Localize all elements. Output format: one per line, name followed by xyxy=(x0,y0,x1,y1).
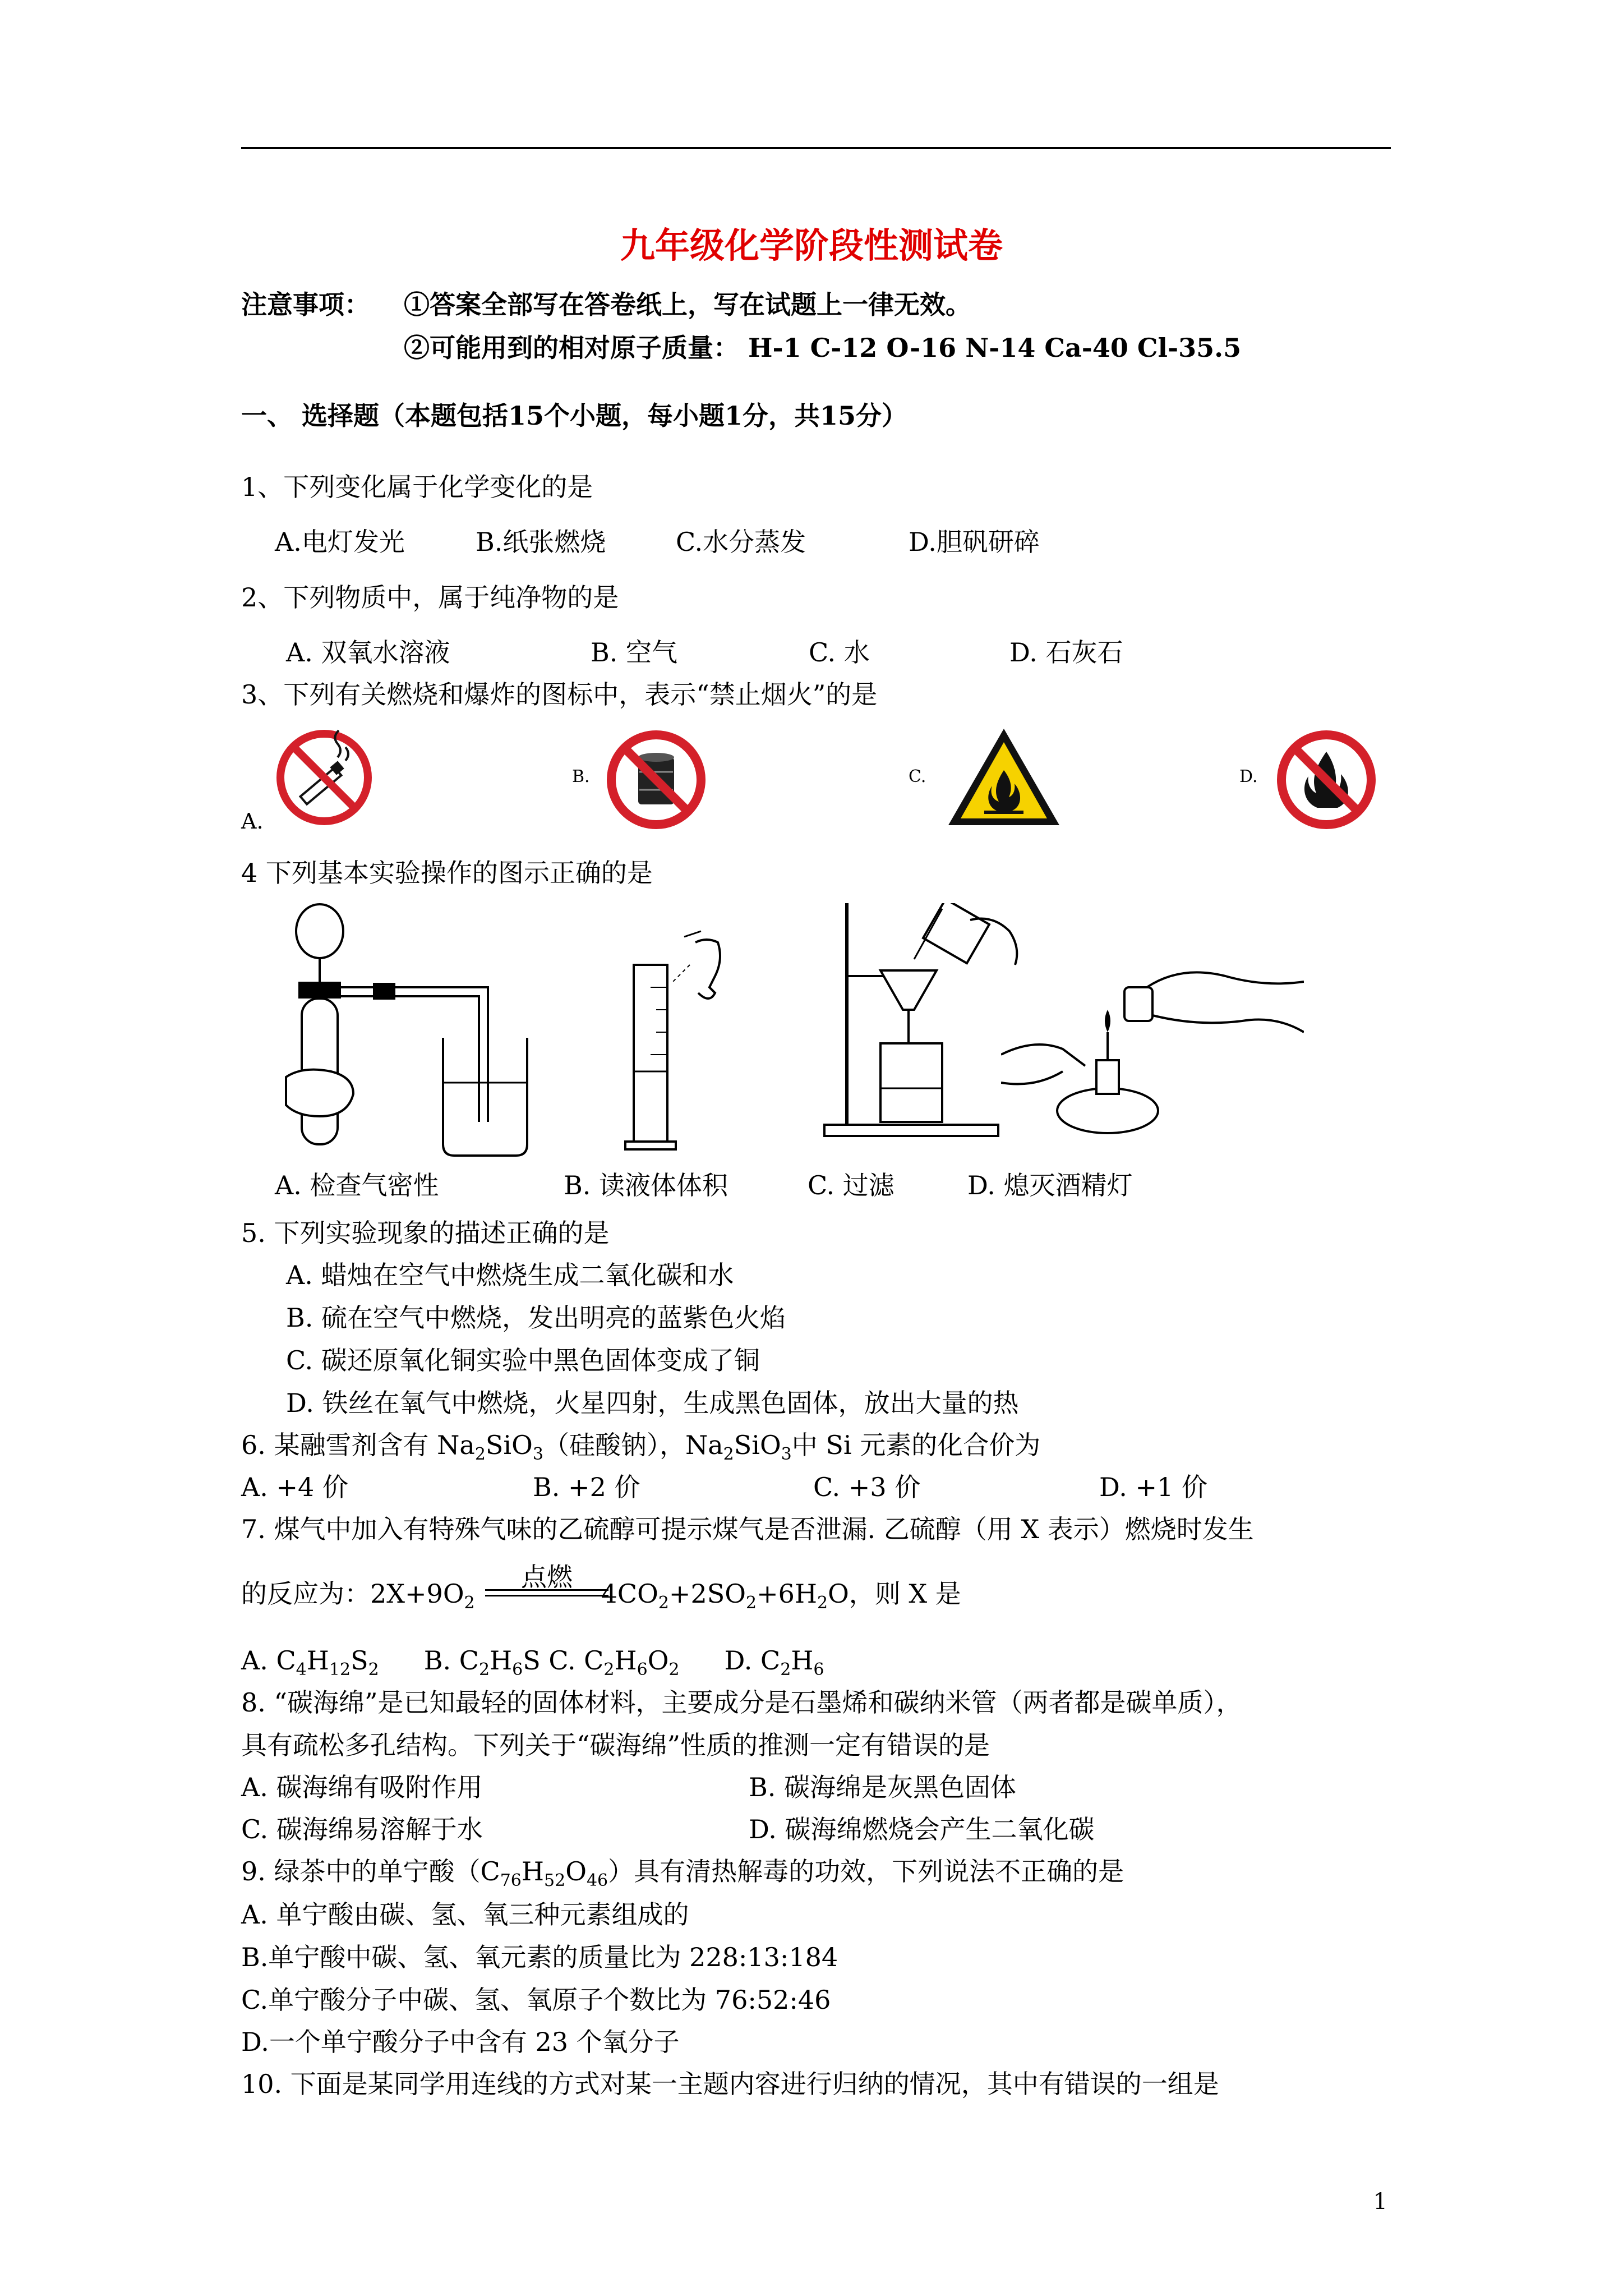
flammable-warning-icon xyxy=(945,725,1063,829)
question-6-stem: 6. 某融雪剂含有 $Na_2SiO_3$（硅酸钠），$Na_2SiO_3$中 Si 元素的化合价为 xyxy=(241,1430,1041,1465)
question-9-option-d: D.一个单宁酸分子中含有 23 个氧分子 xyxy=(241,2027,680,2057)
question-5-option-b: B. 硫在空气中燃烧，发出明亮的蓝紫色火焰 xyxy=(286,1303,786,1333)
question-8-stem-line-2: 具有疏松多孔结构。下列关于“碳海绵”性质的推测一定有错误的是 xyxy=(241,1730,990,1760)
question-7-stem: 7. 煤气中加入有特殊气味的乙硫醇可提示煤气是否泄漏. 乙硫醇（用 X 表示）燃烧时发生 xyxy=(241,1514,1254,1544)
question-2-option-c: C. 水 xyxy=(809,637,870,668)
question-9-option-c: C.单宁酸分子中碳、氢、氧原子个数比为 76:52:46 xyxy=(241,1985,831,2015)
question-4-option-a: A. 检查气密性 xyxy=(275,1170,439,1200)
question-2-option-b: B. 空气 xyxy=(591,637,678,668)
question-3-stem: 3、下列有关燃烧和爆炸的图标中，表示“禁止烟火”的是 xyxy=(241,679,878,710)
notice-label: 注意事项： xyxy=(241,289,370,320)
notice-item-2: ②可能用到的相对原子质量： H-1 C-12 O-16 N-14 Ca-40 Cl-35.5 xyxy=(404,333,1242,363)
question-4-option-d: D. 熄灭酒精灯 xyxy=(967,1170,1133,1200)
question-4-option-c: C. 过滤 xyxy=(808,1170,895,1200)
question-1-option-b: B.纸张燃烧 xyxy=(476,527,606,557)
question-3-label-a: A. xyxy=(241,809,264,834)
section-heading: 一、 选择题（本题包括15个小题，每小题1分，共15分） xyxy=(241,401,908,431)
question-4-option-b: B. 读液体体积 xyxy=(564,1170,728,1200)
question-2-stem: 2、下列物质中，属于纯净物的是 xyxy=(241,582,619,613)
question-5-option-d: D. 铁丝在氧气中燃烧，火星四射，生成黑色固体，放出大量的热 xyxy=(286,1388,1019,1418)
no-explosives-icon xyxy=(606,729,707,830)
notice-item-1: ①答案全部写在答卷纸上，写在试题上一律无效。 xyxy=(404,289,971,320)
question-5-option-c: C. 碳还原氧化铜实验中黑色固体变成了铜 xyxy=(286,1345,760,1375)
header-rule xyxy=(241,147,1391,149)
question-8-option-b: B. 碳海绵是灰黑色固体 xyxy=(749,1772,1017,1802)
question-1-stem: 1、下列变化属于化学变化的是 xyxy=(241,472,593,502)
question-3-label-b: B. xyxy=(572,767,590,786)
question-9-option-a: A. 单宁酸由碳、氢、氧三种元素组成的 xyxy=(241,1899,689,1930)
question-7-options: A. $C_4H_{12}S_2$ B. $C_2H_6S$ C. $C_2H_6O_2$ D. $C_2H_6$ xyxy=(241,1645,824,1680)
filtration-figure xyxy=(819,903,1032,1156)
question-3-label-c: C. xyxy=(909,767,926,786)
question-2-option-a: A. 双氧水溶液 xyxy=(286,637,450,668)
question-8-option-d: D. 碳海绵燃烧会产生二氧化碳 xyxy=(749,1814,1095,1844)
question-5-option-a: A. 蜡烛在空气中燃烧生成二氧化碳和水 xyxy=(286,1260,734,1290)
question-2-option-d: D. 石灰石 xyxy=(1009,637,1123,668)
question-9-stem: 9. 绿茶中的单宁酸$(C_{76}H_{52}O_{46})$具有清热解毒的功效，下列说法不正确的是 xyxy=(241,1856,1124,1891)
page-title: 九年级化学阶段性测试卷 xyxy=(620,225,1003,266)
question-8-option-c: C. 碳海绵易溶解于水 xyxy=(241,1814,483,1844)
question-1-option-c: C.水分蒸发 xyxy=(676,527,806,557)
question-10-stem: 10. 下面是某同学用连线的方式对某一主题内容进行归纳的情况，其中有错误的一组是 xyxy=(241,2069,1219,2099)
no-open-flame-icon xyxy=(1276,729,1377,830)
question-6-option-c: C. +3 价 xyxy=(813,1472,921,1502)
airtightness-check-figure xyxy=(275,898,589,1161)
question-1-option-a: A.电灯发光 xyxy=(275,527,405,557)
question-8-stem-line-1: 8. “碳海绵”是已知最轻的固体材料，主要成分是石墨烯和碳纳米管（两者都是碳单质）， xyxy=(241,1687,1242,1718)
no-smoking-icon xyxy=(276,729,372,826)
reaction-condition xyxy=(485,1557,608,1607)
question-1-option-d: D.胆矾研碎 xyxy=(909,527,1040,557)
question-9-option-b: B.单宁酸中碳、氢、氧元素的质量比为 228:13:184 xyxy=(241,1942,838,1972)
question-6-option-a: A. +4 价 xyxy=(241,1472,348,1502)
page-number: 1 xyxy=(1373,2189,1387,2215)
question-3-label-d: D. xyxy=(1239,767,1258,786)
reaction-condition-label: 点燃 xyxy=(521,1562,573,1592)
question-4-stem: 4 下列基本实验操作的图示正确的是 xyxy=(241,858,653,888)
graduated-cylinder-figure xyxy=(623,920,735,1156)
question-8-option-a: A. 碳海绵有吸附作用 xyxy=(241,1772,483,1802)
question-7-reaction: 的反应为：$2X+9O_2$ $4CO_2+2SO_2+6H_2O$，则 X 是 xyxy=(241,1579,961,1613)
alcohol-lamp-figure xyxy=(1001,965,1304,1144)
question-6-option-b: B. +2 价 xyxy=(533,1472,640,1502)
question-5-stem: 5. 下列实验现象的描述正确的是 xyxy=(241,1218,610,1248)
question-6-option-d: D. +1 价 xyxy=(1099,1472,1207,1502)
